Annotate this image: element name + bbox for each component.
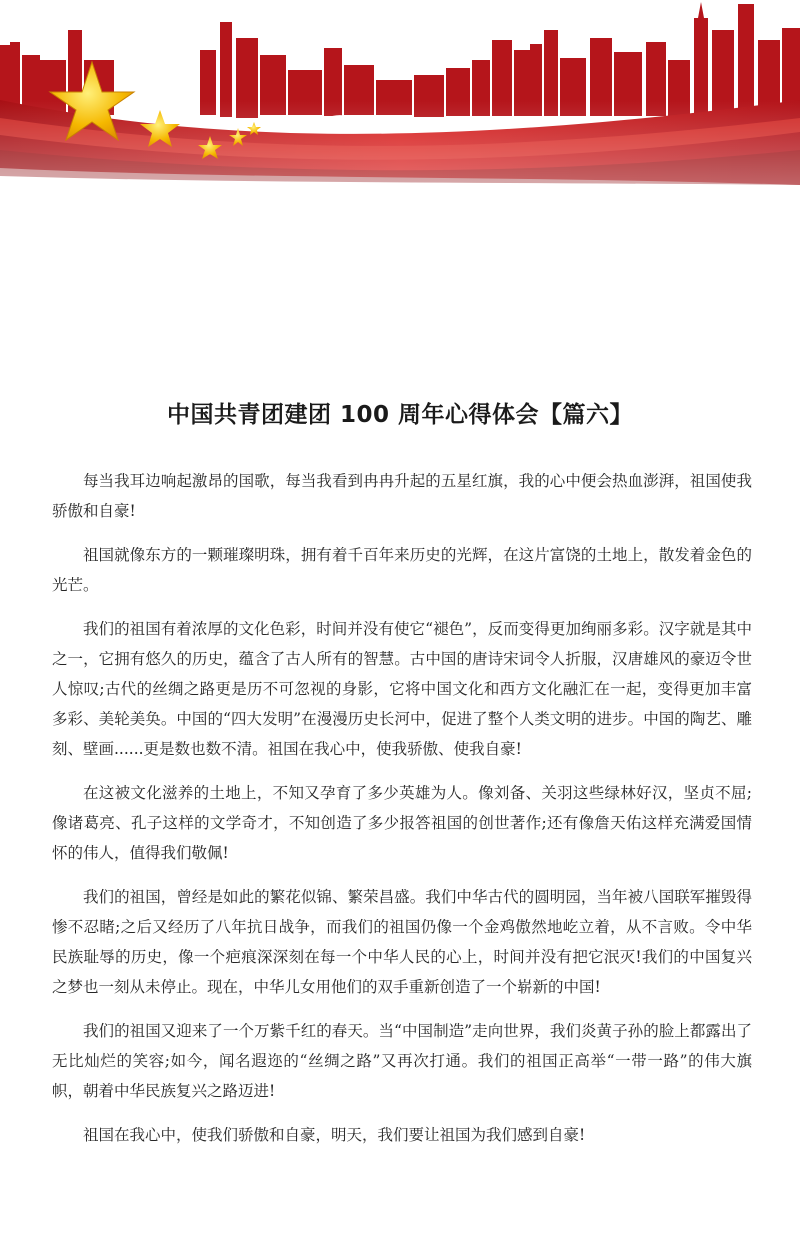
paragraph: 每当我耳边响起激昂的国歌，每当我看到冉冉升起的五星红旗，我的心中便会热血澎湃，祖国使我骄傲和自豪! (52, 472, 752, 520)
paragraph: 我们的祖国又迎来了一个万紫千红的春天。当“中国制造”走向世界，我们炎黄子孙的脸上都露出了无比灿烂的笑容;如今，闻名遐迩的“丝绸之路”又再次打通。我们的祖国正高举“一带一路”的伟大旗帜，朝着中华民族复兴之路迈进! (52, 1022, 752, 1100)
skyline-banner-graphic (0, 0, 800, 190)
document-title: 中国共青团建团 100 周年心得体会【篇六】 (166, 402, 634, 428)
article-body (52, 466, 752, 1164)
paragraph: 祖国就像东方的一颗璀璨明珠，拥有着千百年来历史的光辉，在这片富饶的土地上，散发着金色的光芒。 (52, 546, 752, 594)
header-banner (0, 0, 800, 190)
paragraph: 祖国在我心中，使我们骄傲和自豪，明天，我们要让祖国为我们感到自豪! (83, 1126, 586, 1144)
paragraph: 我们的祖国有着浓厚的文化色彩，时间并没有使它“褪色”，反而变得更加绚丽多彩。汉字就是其中之一，它拥有悠久的历史，蕴含了古人所有的智慧。古中国的唐诗宋词令人折服，汉唐雄风的豪迈令世人惊叹;古代的丝绸之路更是历不可忽视的身影，它将中国文化和西方文化融汇在一起，变得更加丰富多彩、美轮美奂。中国的“四大发明”在漫漫历史长河中，促进了整个人类文明的进步。中国的陶艺、雕刻、壁画......更是数也数不清。祖国在我心中，使我骄傲、使我自豪! (52, 620, 752, 758)
paragraph: 在这被文化滋养的土地上，不知又孕育了多少英雄为人。像刘备、关羽这些绿林好汉，坚贞不屈;像诸葛亮、孔子这样的文学奇才，不知创造了多少报答祖国的创世著作;还有像詹天佑这样充满爱国情怀的伟人，值得我们敬佩! (52, 784, 752, 862)
paragraph: 我们的祖国，曾经是如此的繁花似锦、繁荣昌盛。我们中华古代的圆明园，当年被八国联军摧毁得惨不忍睹;之后又经历了八年抗日战争，而我们的祖国仍像一个金鸡傲然地屹立着，从不言败。令中华民族耻辱的历史，像一个疤痕深深刻在每一个中华人民的心上，时间并没有把它泯灭!我们的中国复兴之梦也一刻从未停止。现在，中华儿女用他们的双手重新创造了一个崭新的中国! (52, 888, 752, 996)
